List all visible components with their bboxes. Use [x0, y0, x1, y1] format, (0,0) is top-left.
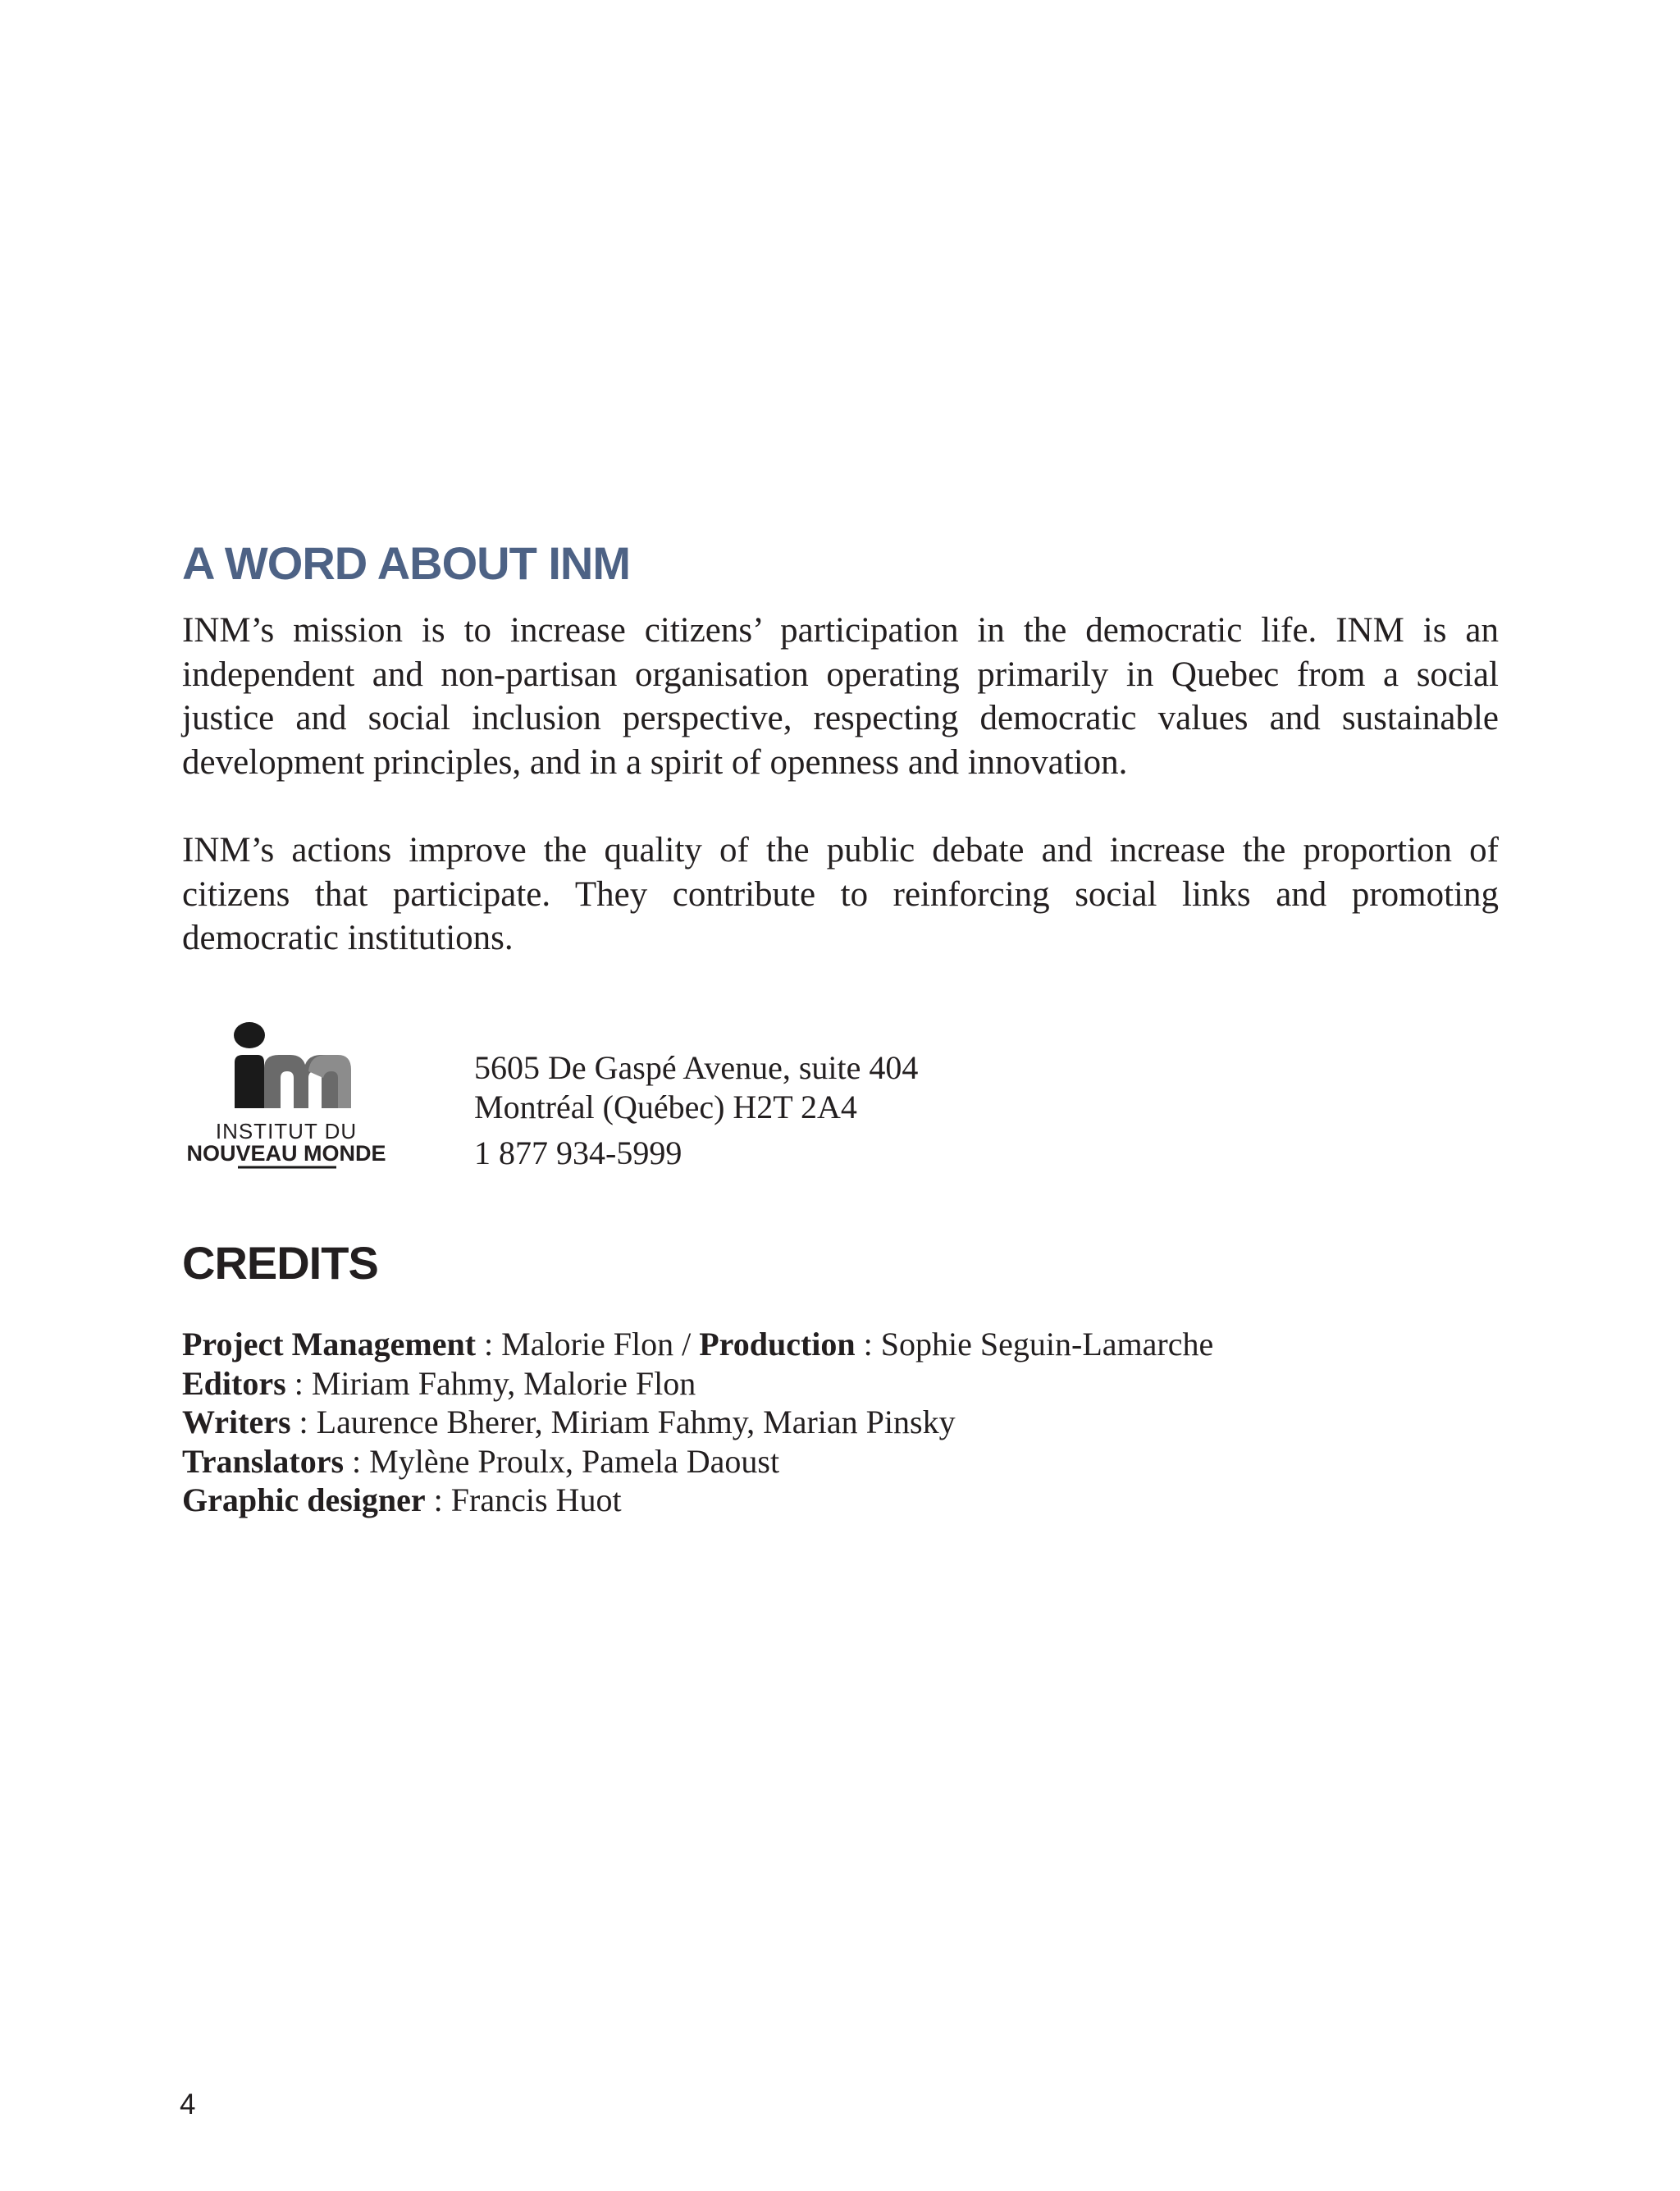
credit-value: Francis Huot: [450, 1481, 622, 1518]
credit-slash: /: [673, 1326, 700, 1363]
about-heading: A WORD ABOUT INM: [182, 537, 630, 589]
logo-text-institut-du: INSTITUT DU: [215, 1119, 358, 1143]
credit-separator: :: [855, 1326, 881, 1363]
credit-separator: :: [344, 1442, 370, 1480]
credit-value: Malorie Flon: [501, 1326, 674, 1363]
credit-separator: :: [476, 1326, 502, 1363]
address-street: 5605 De Gaspé Avenue, suite 404: [474, 1049, 919, 1086]
credit-value: Laurence Bherer, Miriam Fahmy, Marian Pinsky: [316, 1404, 956, 1440]
credit-label: Translators: [182, 1442, 345, 1480]
credit-separator: :: [285, 1364, 312, 1402]
credit-separator: :: [290, 1404, 317, 1440]
credit-label: Graphic designer: [182, 1481, 426, 1518]
address-city: Montréal (Québec) H2T 2A4: [474, 1089, 857, 1125]
credit-value: Mylène Proulx, Pamela Daoust: [369, 1442, 780, 1480]
credit-line-management: [182, 1325, 1213, 1364]
credits-heading: CREDITS: [182, 1237, 378, 1289]
credit-label: Production: [699, 1326, 856, 1363]
credit-label: Editors: [182, 1364, 286, 1402]
credit-line-graphic-designer: [182, 1481, 1213, 1520]
credit-value: Sophie Seguin-Lamarche: [880, 1326, 1214, 1363]
credit-separator: :: [425, 1481, 451, 1518]
credit-line-writers: [182, 1403, 1213, 1442]
logo-text-nouveau-monde: NOUVEAU MONDE: [186, 1141, 386, 1166]
credit-label: Project Management: [182, 1326, 477, 1363]
credit-label: Writers: [182, 1404, 291, 1440]
about-paragraph-mission: INM’s mission is to increase citizens’ participation in the democratic life. INM is an independent and non-partisan organisation operating primarily in Quebec from a social justice and social inclusion perspective, respecting democratic values and sustainable development principles, and in a spirit of openness and innovation.: [182, 611, 1499, 782]
about-paragraph-actions: INM’s actions improve the quality of the public debate and increase the proportion of citizens that participate. They contribute to reinforcing social links and promoting democratic institutions.: [182, 831, 1499, 957]
page-number: 4: [180, 2088, 196, 2120]
about-body: [182, 609, 1499, 1005]
credit-line-editors: [182, 1364, 1213, 1404]
inm-logo: [179, 1019, 394, 1173]
contact-address: [474, 1048, 918, 1173]
credit-line-translators: [182, 1442, 1213, 1481]
credit-value: Miriam Fahmy, Malorie Flon: [311, 1364, 696, 1402]
address-phone: 1 877 934-5999: [474, 1134, 682, 1171]
credits-list: [182, 1325, 1213, 1520]
